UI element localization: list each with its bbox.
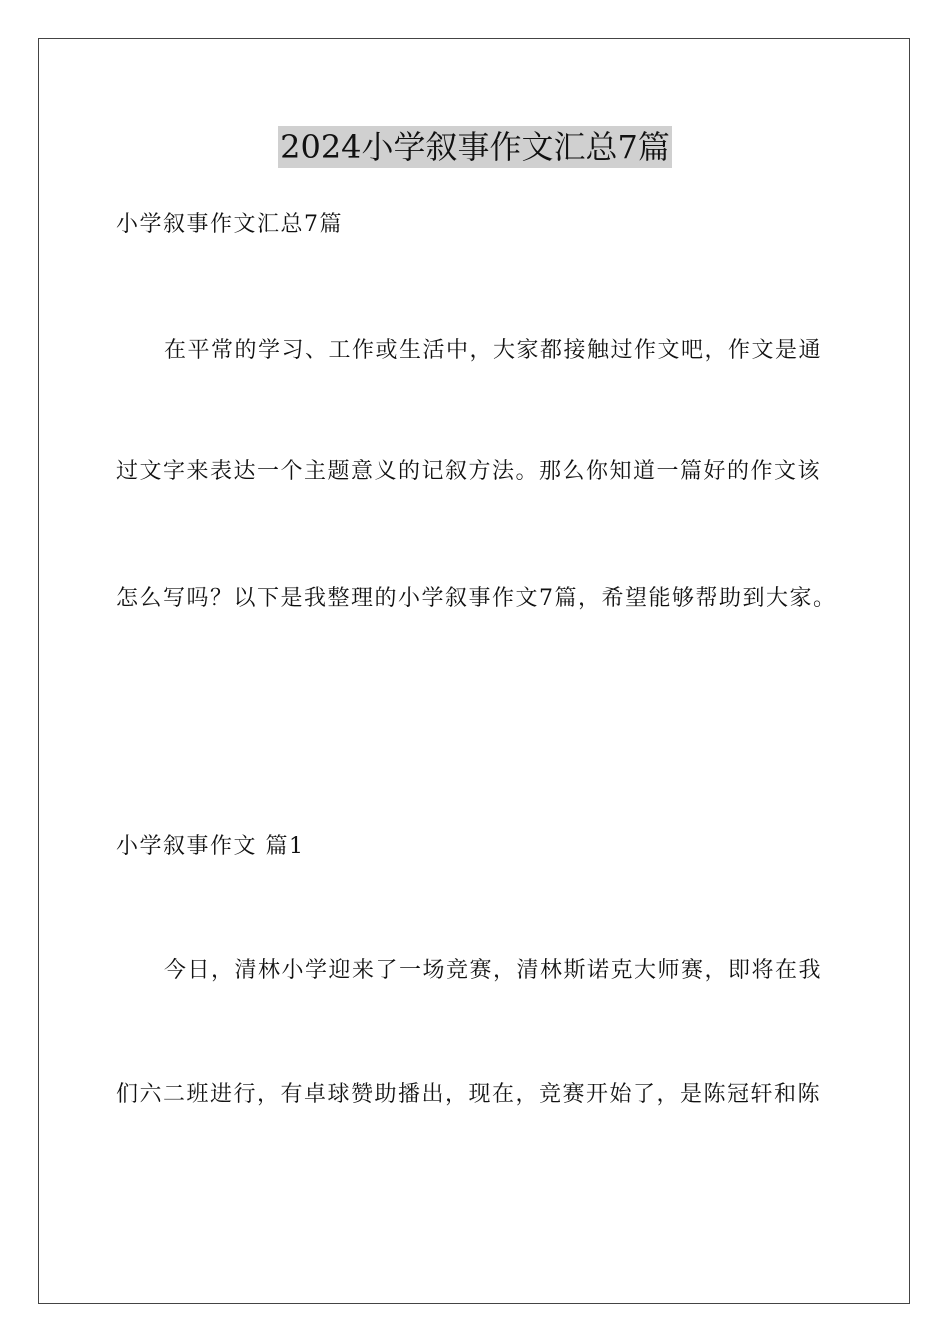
title-container	[0, 126, 950, 168]
intro-paragraph-line: 怎么写吗？以下是我整理的小学叙事作文7篇，希望能够帮助到大家。	[116, 586, 837, 611]
section-paragraph-line: 今日，清林小学迎来了一场竞赛，清林斯诺克大师赛，即将在我	[164, 958, 823, 983]
document-title: 2024小学叙事作文汇总7篇	[280, 128, 670, 166]
document-subtitle: 小学叙事作文汇总7篇	[116, 212, 343, 237]
section-heading: 小学叙事作文 篇1	[116, 834, 305, 859]
section-paragraph-line: 们六二班进行，有卓球赞助播出，现在，竞赛开始了，是陈冠轩和陈	[116, 1082, 822, 1107]
intro-paragraph-line: 过文字来表达一个主题意义的记叙方法。那么你知道一篇好的作文该	[116, 459, 822, 484]
intro-paragraph-line: 在平常的学习、工作或生活中，大家都接触过作文吧，作文是通	[164, 338, 823, 363]
